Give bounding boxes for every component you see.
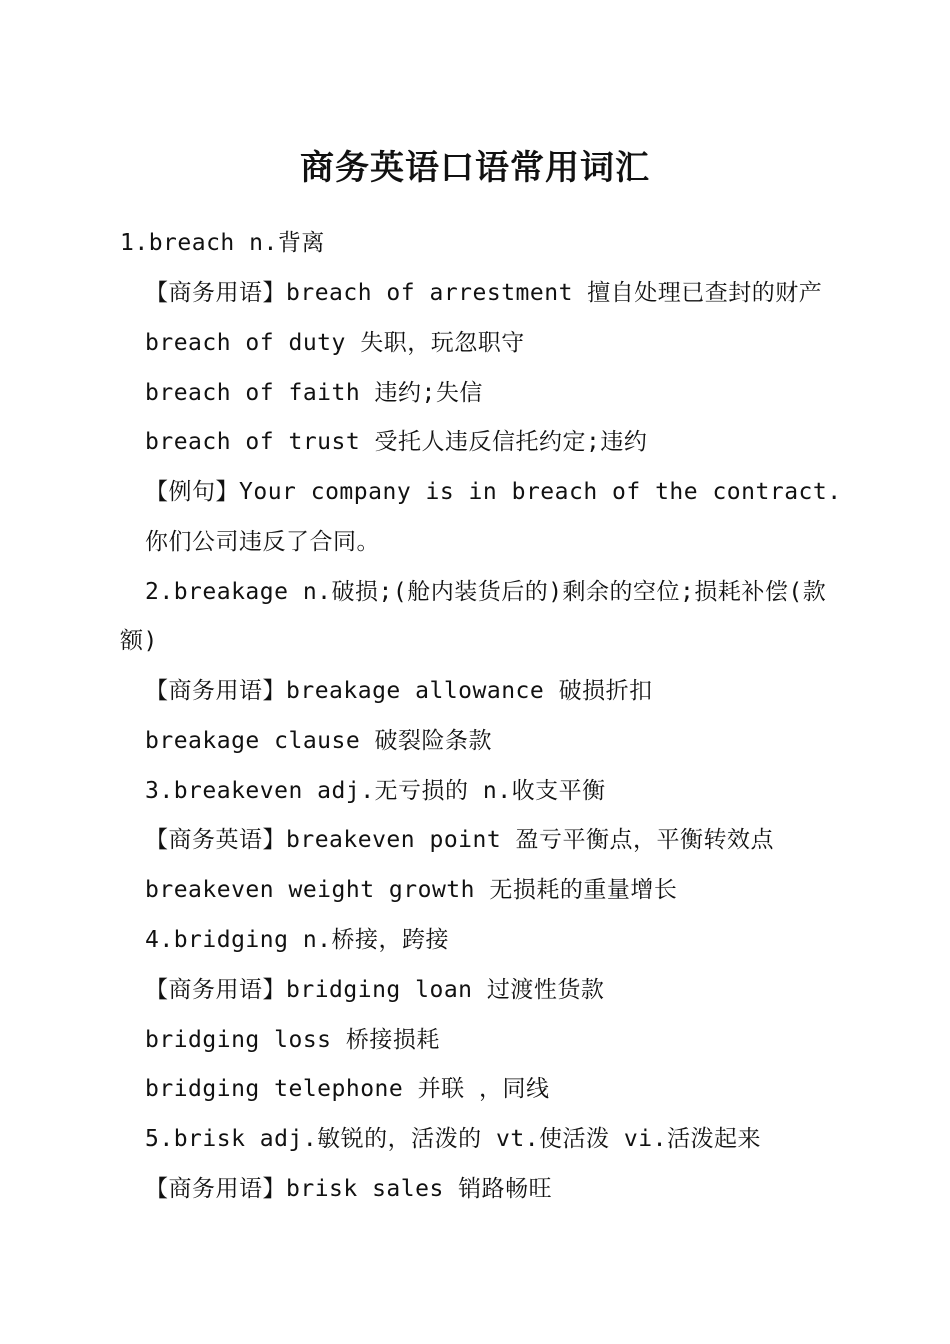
entry-heading-bridging: 4.bridging n.桥接，跨接	[145, 927, 450, 953]
business-term-line: 【商务用语】breach of arrestment 擅自处理已查封的财产	[145, 280, 823, 306]
term-line: bridging telephone 并联 ，同线	[145, 1076, 550, 1102]
entry-heading-breakage: 2.breakage n.破损;(舱内装货后的)剩余的空位;损耗补偿(款	[145, 579, 827, 605]
term-line: breach of faith 违约;失信	[145, 380, 483, 406]
entry-heading-continuation: 额)	[120, 628, 158, 654]
business-term-line: 【商务用语】bridging loan 过渡性货款	[145, 977, 605, 1003]
entry-heading-breakeven: 3.breakeven adj.无亏损的 n.收支平衡	[145, 778, 606, 804]
business-term-line: 【商务用语】brisk sales 销路畅旺	[145, 1176, 553, 1202]
term-line: breach of trust 受托人违反信托约定;违约	[145, 429, 648, 455]
term-line: bridging loss 桥接损耗	[145, 1027, 440, 1053]
term-line: breakage clause 破裂险条款	[145, 728, 493, 754]
example-translation-line: 你们公司违反了合同。	[145, 529, 380, 555]
business-term-line: 【商务英语】breakeven point 盈亏平衡点，平衡转效点	[145, 827, 775, 853]
entry-heading-brisk: 5.brisk adj.敏锐的，活泼的 vt.使活泼 vi.活泼起来	[145, 1126, 761, 1152]
business-term-line: 【商务用语】breakage allowance 破损折扣	[145, 678, 653, 704]
term-line: breach of duty 失职，玩忽职守	[145, 330, 525, 356]
document-title: 商务英语口语常用词汇	[300, 148, 650, 188]
entry-heading-breach: 1.breach n.背离	[120, 230, 325, 256]
example-sentence-line: 【例句】Your company is in breach of the contract.	[145, 479, 842, 505]
term-line: breakeven weight growth 无损耗的重量增长	[145, 877, 678, 903]
